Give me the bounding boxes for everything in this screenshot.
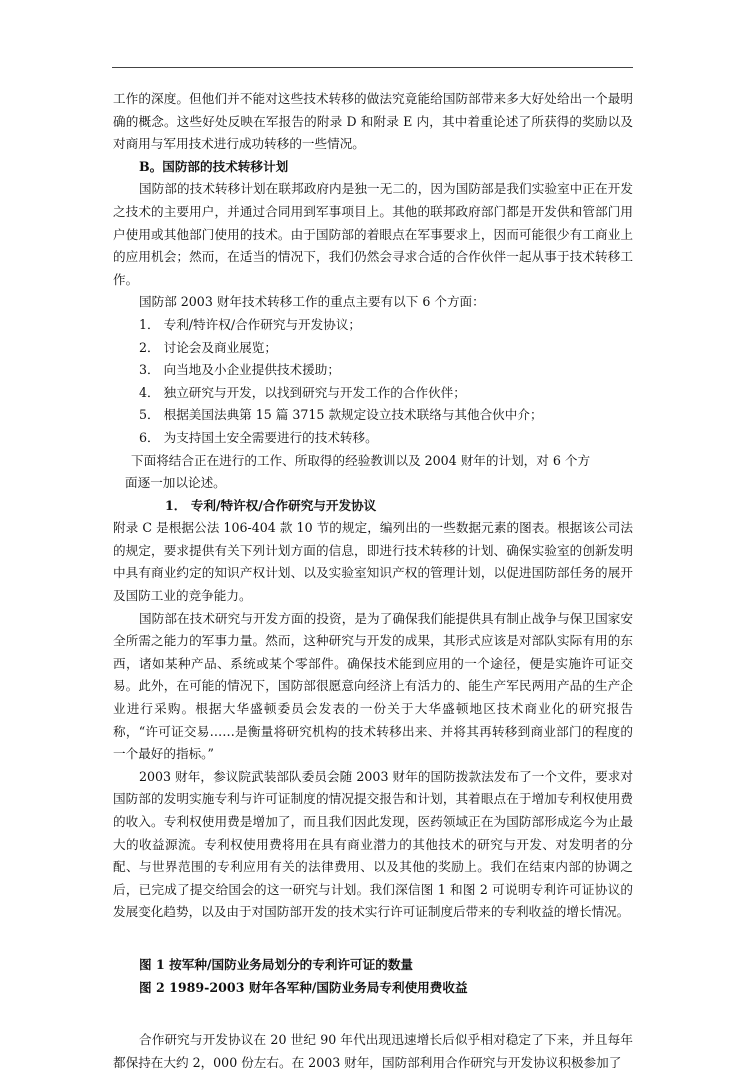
document-body (113, 88, 633, 1074)
section-heading-b: B。国防部的技术转移计划 (139, 158, 289, 174)
list-item: 4． 独立研究与开发，以找到研究与开发工作的合作伙伴； (139, 384, 466, 400)
list-item: 3． 向当地及小企业提供技术援助； (139, 362, 340, 378)
paragraph-discussion-line2: 面逐一加以论述。 (125, 475, 226, 491)
list-item: 5． 根据美国法典第 15 篇 3715 款规定设立技术联络与其他合伙中介； (139, 407, 543, 423)
paragraph-appendix-c: 附录 C 是根据公法 106-404 款 10 节的规定，编列出的一些数据元素的图表。根据该公司法的规定，要求提供有关下列计划方面的信息，即进行技术转移的计划、确保实验室的创新发明中具有商业约定的知识产权计划、以及实验室知识产权的管理计划，以促进国防部任务的展开及国防工业的竞争能力。 (113, 520, 633, 604)
figure-caption-1: 图 1 按军种/国防业务局划分的专利许可证的数量 (139, 956, 414, 972)
list-item: 2． 讨论会及商业展览； (139, 339, 277, 355)
list-item: 6． 为支持国土安全需要进行的技术转移。 (139, 429, 378, 445)
header-rule (112, 67, 633, 68)
subsection-heading-1: 1． 专利/特许权/合作研究与开发协议 (165, 497, 377, 513)
paragraph-investment: 国防部在技术研究与开发方面的投资，是为了确保我们能提供具有制止战争与保卫国家安全所需之能力的军事力量。然而，这种研究与开发的成果，其形式应该是对部队实际有用的东西，诸如某种产品、系统或某个零部件。确保技术能到应用的一个途径，便是实施许可证交易。此外，在可能的情况下，国防部很愿意向经济上有活力的、能生产军民两用产品的生产企业进行采购。根据大华盛顿委员会发表的一份关于大华盛顿地区技术商业化的研究报告称，“许可证交易……是衡量将研究机构的技术转移出来、并将其再转移到商业部门的程度的一个最好的指标。” (113, 610, 633, 762)
figure-caption-2: 图 2 1989-2003 财年各军种/国防业务局专利使用费收益 (139, 979, 468, 995)
paragraph-cooperative-rd: 合作研究与开发协议在 20 世纪 90 年代出现迅速增长后似乎相对稳定了下来，并且每年都保持在大约 2，000 份左右。在 2003 财年，国防部利用合作研究与开发协议积极参加了 (113, 1032, 633, 1070)
paragraph-tech-transfer-plan: 国防部的技术转移计划在联邦政府内是独一无二的，因为国防部是我们实验室中正在开发之技术的主要用户，并通过合同用到军事项目上。其他的联邦政府部门都是开发供和管部门用户使用或其他部门使用的技术。由于国防部的着眼点在军事要求上，因而可能很少有工商业上的应用机会；然而，在适当的情况下，我们仍然会寻求合适的合作伙伴一起从事于技术转移工作。 (113, 181, 633, 287)
paragraph-fy2003: 2003 财年，参议院武装部队委员会随 2003 财年的国防拨款法发布了一个文件，要求对国防部的发明实施专利与许可证制度的情况提交报告和计划，其着眼点在于增加专利权使用费的收入。专利权使用费是增加了，而且我们因此发现，医药领域正在为国防部形成迄今为止最大的收益源流。专利权使用费将用在具有商业潜力的其他技术的研究与开发、对发明者的分配、与世界范围的专利应用有关的法律费用、以及其他的奖励上。我们在结束内部的协调之后，已完成了提交给国会的这一研究与计划。我们深信图 1 和图 2 可说明专利许可证协议的发展变化趋势，以及由于对国防部开发的技术实行许可证制度后带来的专利收益的增长情况。 (113, 768, 633, 920)
paragraph-intro: 工作的深度。但他们并不能对这些技术转移的做法究竟能给国防部带来多大好处给出一个最明确的概念。这些好处反映在军报告的附录 D 和附录 E 内，其中着重论述了所获得的奖励以及对商用与军用技术进行成功转移的一些情况。 (113, 91, 633, 152)
paragraph-discussion-line1: 下面将结合正在进行的工作、所取得的经验教训以及 2004 财年的计划，对 6 个方 (131, 452, 591, 468)
list-item: 1． 专利/特许权/合作研究与开发协议； (139, 316, 362, 332)
paragraph-focus-areas: 国防部 2003 财年技术转移工作的重点主要有以下 6 个方面： (139, 294, 485, 310)
